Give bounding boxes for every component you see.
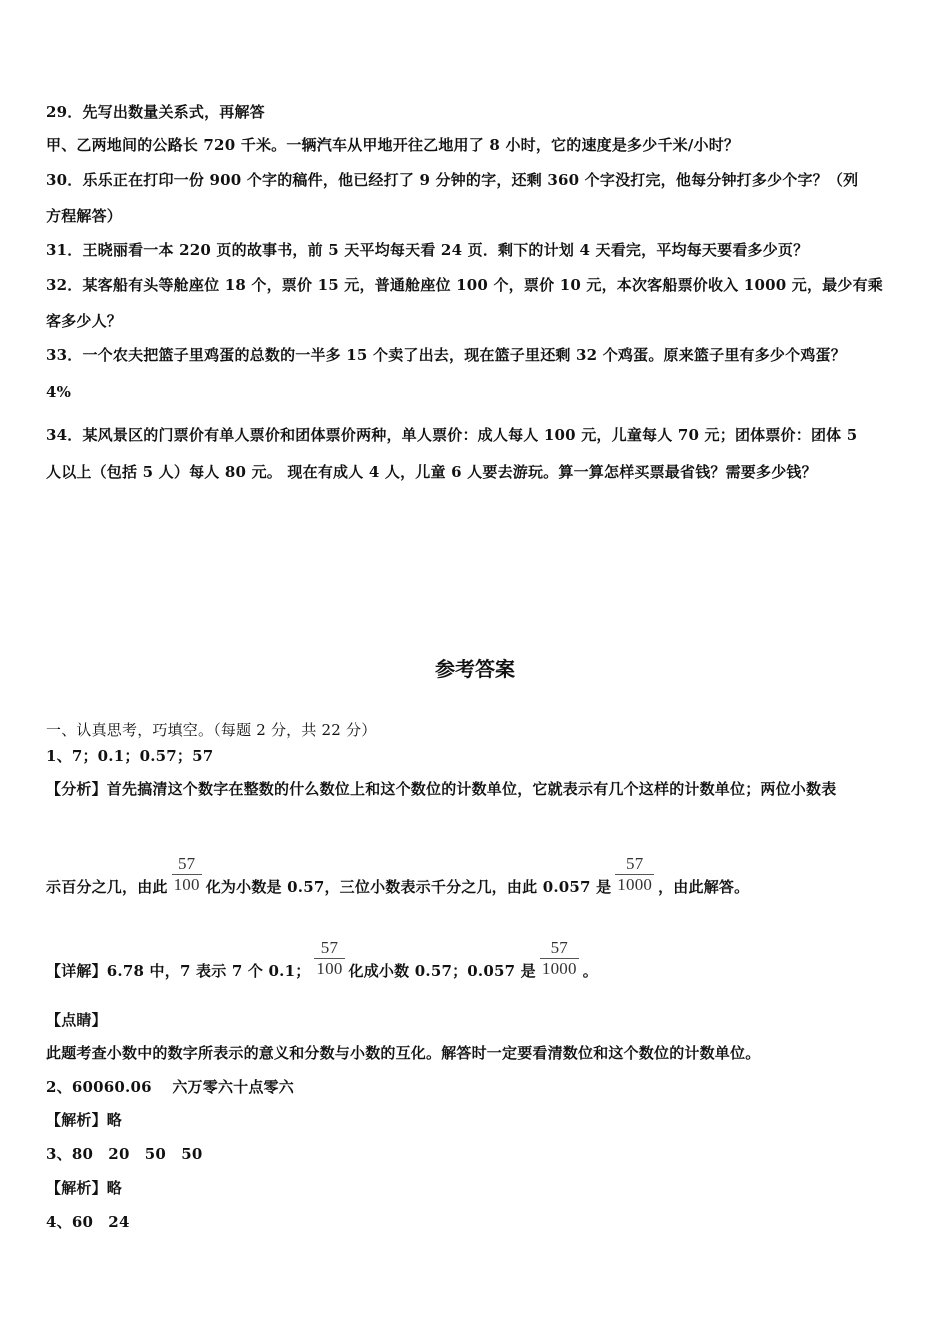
section-heading: 一、认真思考，巧填空。（每题 2 分，共 22 分） xyxy=(46,721,377,739)
answer-1-detail xyxy=(46,938,906,991)
fraction-numerator: 57 xyxy=(320,938,339,957)
fraction-denominator: 1000 xyxy=(541,959,577,978)
fraction-57-1000 xyxy=(615,854,654,895)
q32-line2: 客多少人？ xyxy=(46,312,123,330)
q33-extra: 4% xyxy=(46,383,72,401)
fraction-denominator: 100 xyxy=(173,875,200,894)
analysis-text-3: ，由此解答。 xyxy=(658,877,750,896)
fraction-numerator: 57 xyxy=(550,938,568,957)
fraction-numerator: 57 xyxy=(626,854,644,873)
detail-text-3: 。 xyxy=(582,961,598,980)
answer-1-point-text: 此题考查小数中的数字所表示的意义和分数与小数的互化。解答时一定要看清数位和这个数位的计数单位。 xyxy=(46,1044,761,1062)
q30-line1: 30．乐乐正在打印一份 900 个字的稿件，他已经打了 9 分钟的字，还剩 360 个字没打完，他每分钟打多少个字？（列 xyxy=(46,171,859,189)
fraction-denominator: 1000 xyxy=(617,875,653,894)
answer-3-analysis: 【解析】略 xyxy=(46,1179,123,1197)
detail-text-1: 【详解】6.78 中，7 表示 7 个 0.1； xyxy=(46,961,311,980)
answer-1-analysis-line2 xyxy=(46,854,906,907)
answer-1: 1、7；0.1；0.57；57 xyxy=(46,747,214,765)
q30-line2: 方程解答） xyxy=(46,207,123,225)
q34-line1: 34．某风景区的门票价有单人票价和团体票价两种，单人票价：成人每人 100 元，儿童每人 70 元；团体票价：团体 5 xyxy=(46,426,858,444)
q33: 33．一个农夫把篮子里鸡蛋的总数的一半多 15 个卖了出去，现在篮子里还剩 32 个鸡蛋。原来篮子里有多少个鸡蛋？ xyxy=(46,346,846,364)
answer-3: 3、80 20 50 50 xyxy=(46,1145,203,1163)
fraction-57-100 xyxy=(172,854,202,895)
fraction-57-1000 xyxy=(540,938,579,979)
answer-4: 4、60 24 xyxy=(46,1213,130,1231)
answer-2-analysis: 【解析】略 xyxy=(46,1111,123,1129)
q31: 31．王晓丽看一本 220 页的故事书，前 5 天平均每天看 24 页．剩下的计划 4 天看完，平均每天要看多少页？ xyxy=(46,241,809,259)
analysis-text-1: 示百分之几，由此 xyxy=(46,877,168,896)
q29-title: 29．先写出数量关系式，再解答 xyxy=(46,103,265,121)
detail-text-2: 化成小数 0.57；0.057 是 xyxy=(348,961,536,980)
q29-body: 甲、乙两地间的公路长 720 千米。一辆汽车从甲地开往乙地用了 8 小时，它的速度是多少千米/小时？ xyxy=(46,136,740,154)
q34-line2: 人以上（包括 5 人）每人 80 元。 现在有成人 4 人，儿童 6 人要去游玩。算一算怎样买票最省钱？需要多少钱？ xyxy=(46,463,817,481)
fraction-numerator: 57 xyxy=(177,854,196,873)
analysis-text-2: 化为小数是 0.57，三位小数表示千分之几，由此 0.057 是 xyxy=(205,877,612,896)
fraction-57-100 xyxy=(314,938,344,979)
answer-1-point-label: 【点睛】 xyxy=(46,1011,107,1029)
q32-line1: 32．某客船有头等舱座位 18 个，票价 15 元，普通舱座位 100 个，票价 10 元，本次客船票价收入 1000 元，最少有乘 xyxy=(46,276,883,294)
answer-2: 2、60060.06 六万零六十点零六 xyxy=(46,1078,294,1096)
answers-title: 参考答案 xyxy=(435,657,515,681)
fraction-denominator: 100 xyxy=(316,959,343,978)
answer-1-analysis-line1: 【分析】首先搞清这个数字在整数的什么数位上和这个数位的计数单位，它就表示有几个这样的计数单位；两位小数表 xyxy=(46,780,837,798)
